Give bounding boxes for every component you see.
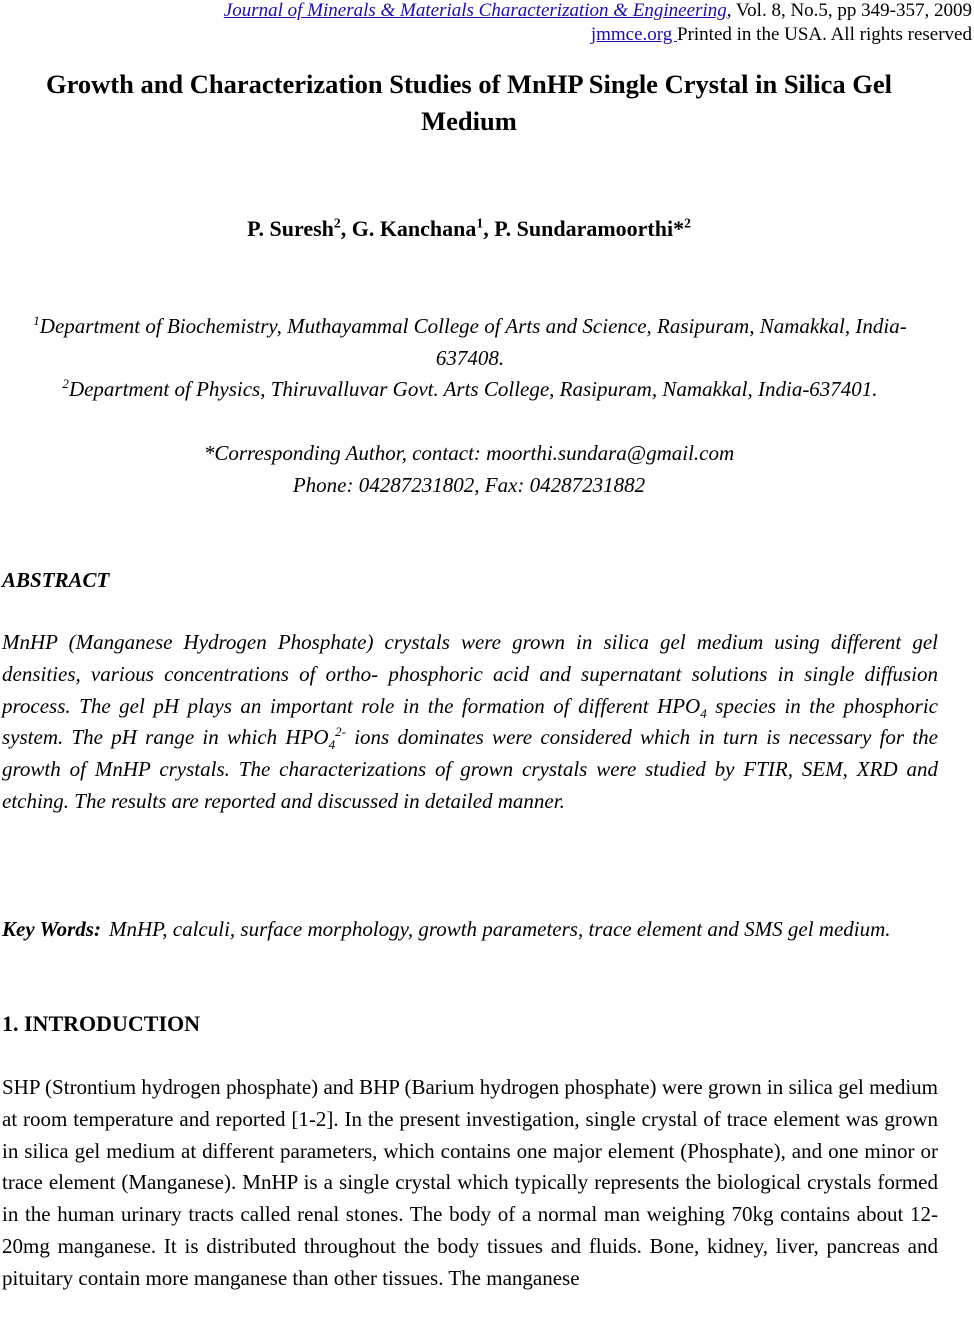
affiliation-text: Department of Biochemistry, Muthayammal College of Arts and Science, Rasipuram, Namakkal, India-637408.: [39, 314, 907, 370]
author-affiliation-mark: 2: [684, 215, 691, 231]
affiliation-text: Department of Physics, Thiruvalluvar Govt. Arts College, Rasipuram, Namakkal, India-637401.: [68, 377, 878, 401]
site-link[interactable]: jmmce.org: [590, 24, 677, 45]
phone-fax-line: Phone: 04287231802, Fax: 04287231882: [292, 472, 646, 497]
affiliation-mark: 2: [62, 376, 69, 391]
subscript: 4: [700, 705, 707, 721]
paper-title: Growth and Characterization Studies of MnHP Single Crystal in Silica Gel Medium: [45, 69, 893, 136]
journal-link[interactable]: Journal of Minerals & Materials Characterization & Engineering: [223, 0, 727, 21]
author-name: P. Sundaramoorthi*: [494, 216, 685, 241]
introduction-body: SHP (Strontium hydrogen phosphate) and BHP (Barium hydrogen phosphate) were grown in silica gel medium at room temperature and reported [1-2]. In the present investigation, single crystal of trace element was grown in silica gel medium at different parameters, which contains one major element (Phosphate), and one minor or trace element (Manganese). MnHP is a single crystal which typically represents the biological crystals formed in the human urinary tracts called renal stones. The body of a normal man weighing 70kg contains about 12-20mg manganese. It is distributed throughout the body tissues and fluids. Bone, kidney, liver, pancreas and pituitary contain more manganese than other tissues. The manganese: [2, 1075, 938, 1290]
author-affiliation-mark: 2: [333, 215, 341, 231]
author-separator: ,: [483, 216, 495, 241]
keywords-label: Key Words:: [2, 917, 101, 941]
rights-text: Printed in the USA. All rights reserved: [677, 24, 972, 45]
site-rights-line: [591, 24, 972, 46]
author-affiliation-mark: 1: [476, 215, 484, 231]
subscript: 4: [328, 737, 336, 753]
abstract-text: ions dominates were considered which in turn is necessary for the growth of MnHP crystals. The characterizations of grown crystals were studied by FTIR, SEM, XRD and etching. The results are reported and discussed in detailed manner.: [2, 725, 938, 813]
corresponding-contact: [0, 438, 938, 501]
author-list: [0, 214, 938, 244]
abstract-body: [2, 627, 938, 818]
abstract-text: MnHP (Manganese Hydrogen Phosphate) crystals were grown in silica gel medium using different gel densities, various concentrations of ortho- phosphoric acid and supernatant solutions in single diffusion process. The gel pH plays an important role in the formation of different HPO: [2, 630, 938, 718]
keywords-paragraph: [2, 914, 938, 946]
volume-info: , Vol. 8, No.5, pp 349-357, 2009: [726, 0, 972, 21]
abstract-heading: ABSTRACT: [2, 568, 110, 592]
affiliation-1: [2, 311, 938, 374]
author-name: G. Kanchana: [351, 216, 477, 241]
abstract-text: species in the phosphoric system. The pH range in which HPO: [2, 693, 938, 750]
journal-citation-line: [224, 0, 972, 22]
corresponding-author-line: *Corresponding Author, contact: moorthi.sundara@gmail.com: [203, 441, 735, 465]
affiliation-2: [2, 374, 938, 406]
author-name: P. Suresh: [247, 216, 334, 241]
author-separator: ,: [340, 216, 352, 241]
superscript: 2-: [335, 724, 346, 740]
affiliation-mark: 1: [33, 313, 40, 328]
section-heading-introduction: 1. INTRODUCTION: [2, 1011, 201, 1036]
keywords-text: MnHP, calculi, surface morphology, growth parameters, trace element and SMS gel medium.: [108, 917, 891, 941]
